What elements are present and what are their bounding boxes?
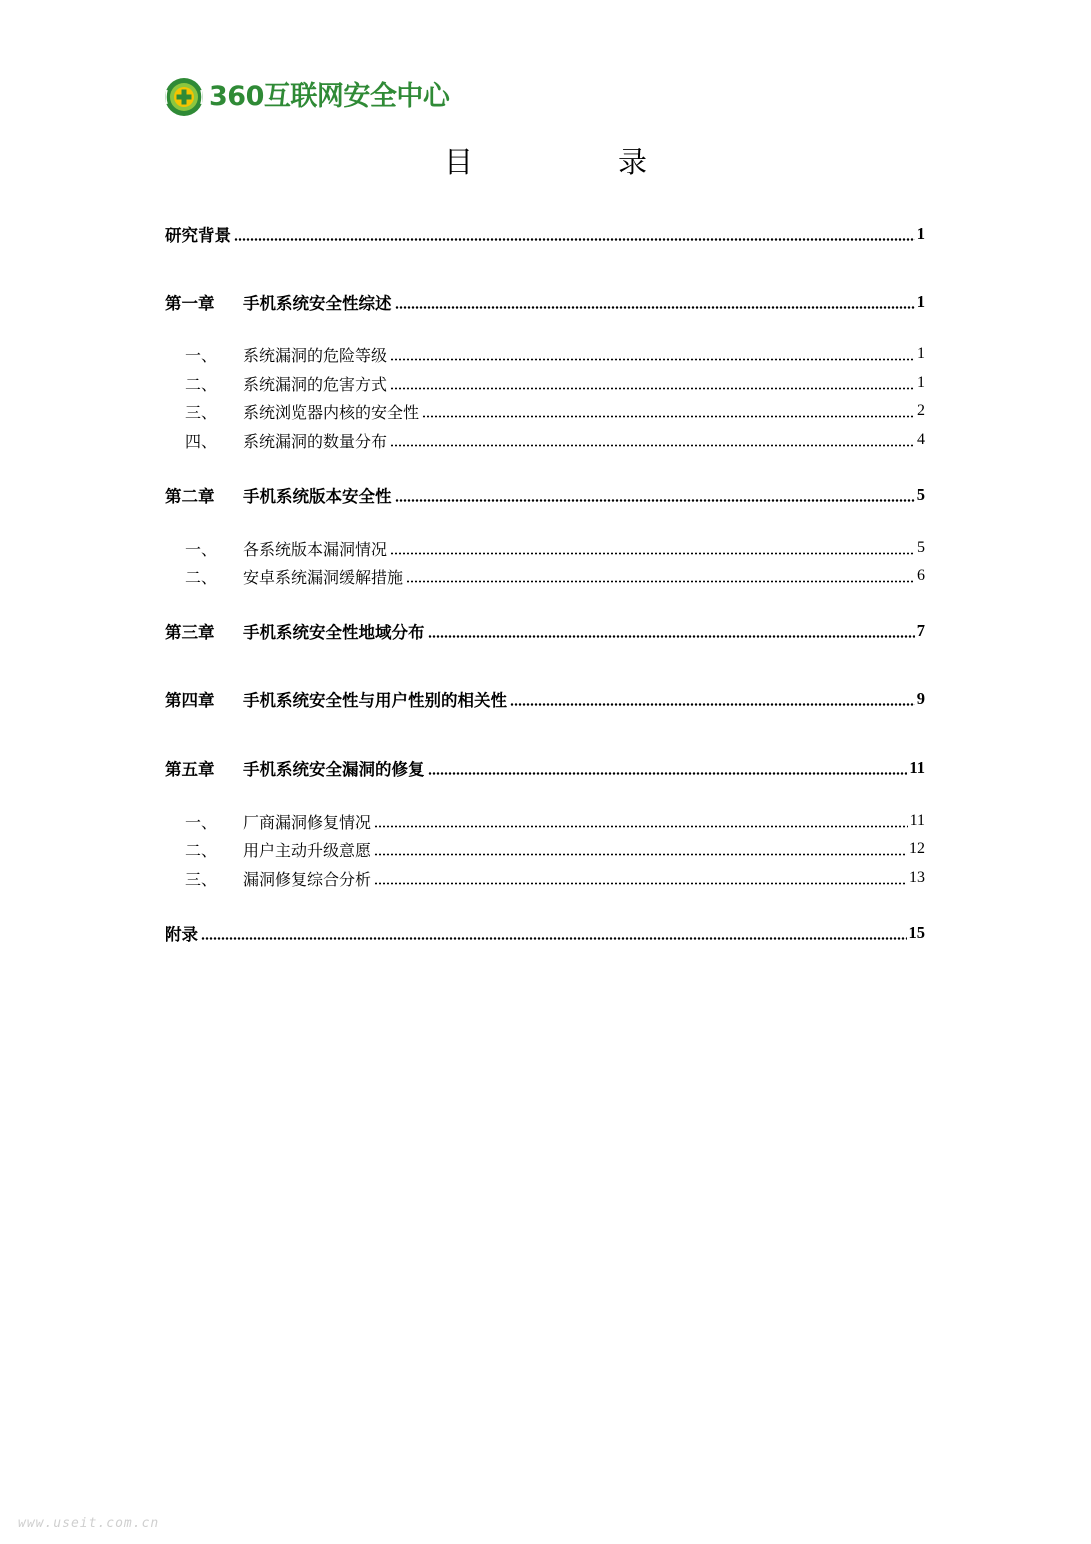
toc-entry-number: 第五章 (165, 760, 215, 779)
toc-entry-label: 系统漏洞的危害方式 (243, 374, 388, 394)
toc-entry-number: 第三章 (165, 623, 215, 642)
toc-entry-label: 用户主动升级意愿 (243, 840, 372, 860)
toc-dot-leader (374, 838, 907, 856)
toc-dot-leader (390, 537, 915, 555)
toc-entry-number: 第四章 (165, 691, 215, 710)
toc-entry-page-number: 4 (917, 431, 925, 448)
toc-dot-leader (374, 867, 907, 885)
toc-entry[interactable] (165, 808, 925, 834)
toc-entry-page-number: 13 (909, 869, 925, 886)
toc-entry-label: 厂商漏洞修复情况 (243, 812, 372, 832)
toc-entry-page-number: 9 (916, 689, 925, 708)
watermark: www.useit.com.cn (18, 1516, 160, 1531)
toc-entry-label: 系统漏洞的数量分布 (243, 431, 388, 451)
toc-entry-label: 研究背景 (165, 226, 231, 245)
toc-entry-page-number: 7 (916, 621, 925, 640)
toc-entry[interactable] (165, 398, 925, 424)
toc-entry[interactable] (165, 370, 925, 396)
toc-dot-leader (428, 757, 908, 775)
toc-entry-number: 二、 (185, 840, 218, 860)
toc-dot-leader (390, 372, 915, 390)
toc-entry[interactable] (165, 920, 925, 946)
toc-entry[interactable] (165, 755, 925, 781)
toc-dot-leader (374, 810, 908, 828)
toc-entry[interactable] (165, 618, 925, 644)
toc-entry[interactable] (165, 865, 925, 891)
toc-entry-page-number: 12 (909, 840, 925, 857)
page-title: 目 录 (443, 145, 705, 179)
360-shield-logo-icon (163, 76, 205, 118)
toc-dot-leader (406, 565, 915, 583)
toc-entry-page-number: 2 (917, 402, 925, 419)
toc-dot-leader (510, 688, 915, 706)
toc-entry[interactable] (165, 836, 925, 862)
toc-entry-page-number: 5 (917, 539, 925, 556)
toc-entry-label: 手机系统安全性地域分布 (243, 623, 425, 642)
toc-entry[interactable] (165, 289, 925, 315)
toc-entry-label: 手机系统安全性与用户性别的相关性 (243, 691, 507, 710)
toc-entry-page-number: 11 (909, 758, 925, 777)
toc-dot-leader (428, 620, 915, 638)
toc-entry-label: 手机系统版本安全性 (243, 487, 392, 506)
header-logo (163, 76, 449, 118)
toc-entry-number: 二、 (185, 567, 218, 587)
toc-entry[interactable] (165, 686, 925, 712)
toc-entry-number: 二、 (185, 374, 218, 394)
toc-entry-label: 安卓系统漏洞缓解措施 (243, 567, 404, 587)
toc-entry-page-number: 11 (909, 812, 925, 829)
toc-entry-number: 四、 (185, 431, 218, 451)
toc-entry-page-number: 1 (917, 345, 925, 362)
toc-entry-page-number: 5 (916, 485, 925, 504)
toc-entry[interactable] (165, 535, 925, 561)
toc-dot-leader (390, 343, 915, 361)
toc-entry-number: 第二章 (165, 487, 215, 506)
toc-entry[interactable] (165, 482, 925, 508)
toc-entry-page-number: 1 (916, 292, 925, 311)
toc-entry-label: 系统浏览器内核的安全性 (243, 402, 420, 422)
toc-dot-leader (395, 291, 915, 309)
logo-text: 360互联网安全中心 (209, 81, 450, 112)
toc-entry-page-number: 1 (916, 224, 925, 243)
toc-entry-number: 三、 (185, 402, 218, 422)
toc-dot-leader (422, 400, 915, 418)
toc-dot-leader (390, 429, 915, 447)
toc-entry-number: 第一章 (165, 294, 215, 313)
toc-entry[interactable] (165, 427, 925, 453)
toc-dot-leader (201, 922, 907, 940)
toc-entry-label: 手机系统安全漏洞的修复 (243, 760, 425, 779)
toc-entry-number: 一、 (185, 345, 218, 365)
toc-entry[interactable] (165, 341, 925, 367)
toc-entry-page-number: 6 (917, 567, 925, 584)
toc-entry-label: 系统漏洞的危险等级 (243, 345, 388, 365)
toc-entry-label: 各系统版本漏洞情况 (243, 539, 388, 559)
toc-entry-page-number: 15 (908, 923, 925, 942)
toc-entry[interactable] (165, 563, 925, 589)
toc-entry-number: 一、 (185, 539, 218, 559)
toc-entry-page-number: 1 (917, 374, 925, 391)
toc-entry-label: 手机系统安全性综述 (243, 294, 392, 313)
toc-dot-leader (395, 484, 915, 502)
toc-dot-leader (234, 223, 915, 241)
toc-entry[interactable] (165, 221, 925, 247)
toc-entry-label: 漏洞修复综合分析 (243, 869, 372, 889)
toc-entry-number: 一、 (185, 812, 218, 832)
toc-entry-number: 三、 (185, 869, 218, 889)
toc-entry-label: 附录 (165, 925, 198, 944)
